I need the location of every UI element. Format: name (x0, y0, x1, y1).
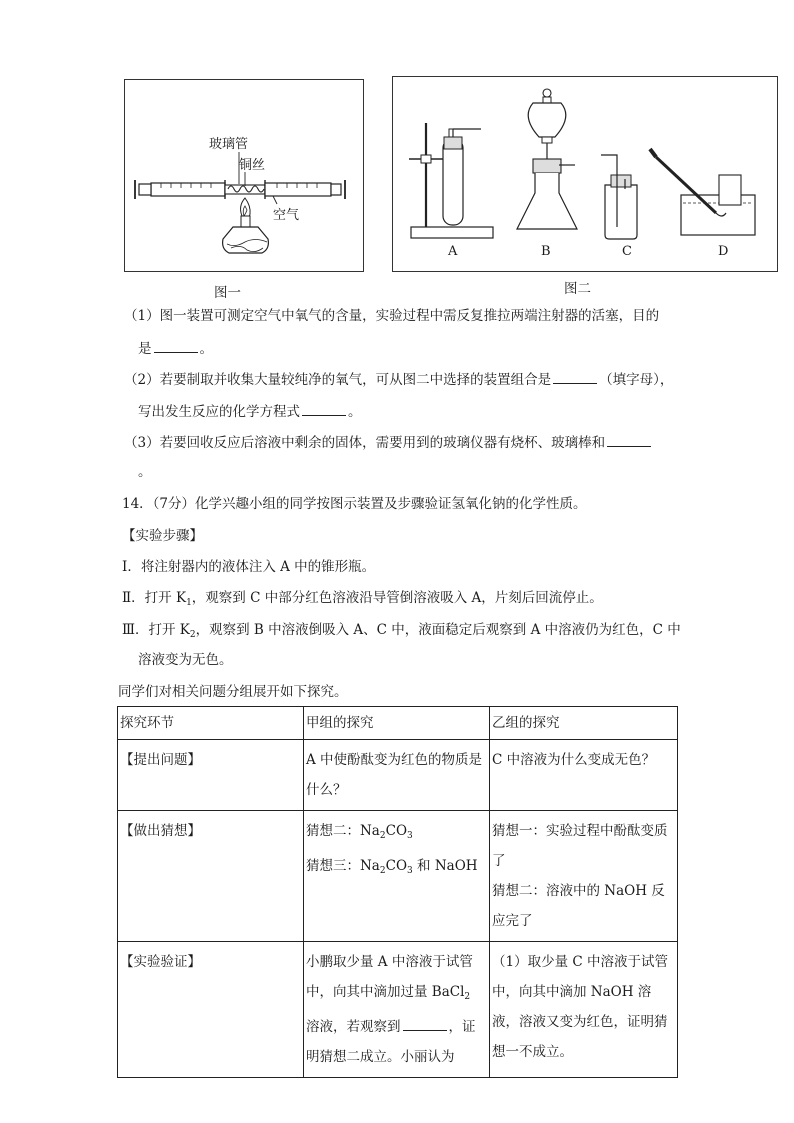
syringe-apparatus-diagram (125, 80, 363, 271)
guess3-mid: CO (385, 858, 408, 874)
q14-step2 (122, 588, 603, 613)
q14-step3-sub: 2 (189, 630, 196, 640)
label-d: D (718, 244, 729, 259)
b-guess1: 猜想一：实验过程中酚酞变质了 (492, 823, 668, 869)
answer-blank[interactable] (553, 369, 597, 384)
guess3-sub: 2 (379, 866, 386, 876)
q13-part2-line2-text: 写出发生反应的化学方程式 (138, 404, 300, 420)
row3-stage: 【实验验证】 (118, 942, 304, 1078)
q13-part1-line2-text: 是 (138, 341, 152, 357)
guess3-sub2: 3 (407, 866, 413, 876)
guess3 (306, 851, 487, 886)
label-b: B (541, 244, 551, 259)
q14-steps-title: 【实验步骤】 (122, 528, 203, 544)
q13-part2-line1 (124, 369, 673, 390)
label-glass-tube: 玻璃管 (209, 137, 249, 152)
q14-intro: 14．（7分）化学兴趣小组的同学按图示装置及步骤验证氢氧化钠的化学性质。 (122, 496, 587, 512)
answer-blank[interactable] (607, 432, 651, 447)
row3-group-a (304, 942, 490, 1078)
q13-part2-line1-post: （填字母）， (599, 372, 674, 388)
guess2-post: CO (385, 823, 408, 839)
row1-group-a: A 中使酚酞变为红色的物质是什么？ (304, 740, 490, 811)
table-row (118, 942, 678, 1078)
q13-part2-line2 (138, 401, 362, 422)
q13-part3-line1-text: （3）若要回收反应后溶液中剩余的固体，需要用到的玻璃仪器有烧杯、玻璃棒和 (124, 435, 606, 451)
guess2 (306, 816, 487, 851)
q14-step3-post: ，观察到 B 中溶液倒吸入 A、C 中，液面稳定后观察到 A 中溶液仍为红色，C 中 (195, 622, 681, 638)
q14-step2-post: ，观察到 C 中部分红色溶液沿导管倒溶液吸入 A，片刻后回流停止。 (191, 590, 603, 606)
answer-blank[interactable] (154, 338, 198, 353)
b-guess2: 猜想二：溶液中的 NaOH 反应完了 (492, 883, 665, 929)
figure-2-frame (392, 76, 778, 272)
header-group-a: 甲组的探究 (304, 707, 490, 740)
guess2-pre: 猜想二：Na (306, 823, 380, 839)
gas-apparatus-diagram (393, 77, 777, 271)
figure-1-caption: 图一 (214, 285, 241, 301)
q13-part1-line2 (138, 338, 213, 359)
q13-part2-line1-pre: （2）若要制取并收集大量较纯净的氧气，可从图二中选择的装置组合是 (124, 372, 552, 388)
row1-group-b: C 中溶液为什么变成无色？ (490, 740, 678, 811)
figure-1-frame (124, 79, 364, 272)
label-a: A (448, 244, 458, 259)
q14-step2-sub: 1 (186, 598, 192, 608)
row3-a-sub: 2 (464, 992, 471, 1002)
answer-blank[interactable] (302, 401, 346, 416)
q14-step2-pre: Ⅱ．打开 K (122, 590, 187, 606)
q13-part3-line1 (124, 432, 653, 453)
q14-step3-line2: 溶液变为无色。 (138, 652, 233, 668)
header-stage: 探究环节 (118, 707, 304, 740)
row3-a-pre: 小鹏取少量 A 中溶液于试管中，向其中滴加过量 BaCl (306, 954, 473, 1000)
answer-blank[interactable] (403, 1016, 447, 1031)
q14-discussion: 同学们对相关问题分组展开如下探究。 (118, 684, 348, 700)
q13-part1-line1: （1）图一装置可测定空气中氧气的含量，实验过程中需反复推拉两端注射器的活塞，目的 (124, 308, 660, 324)
figure-2-caption: 图二 (564, 281, 591, 297)
guess2-sub2: 3 (407, 831, 413, 841)
table-row (118, 740, 678, 811)
row2-group-b (490, 811, 678, 942)
q14-step1: Ⅰ．将注射器内的液体注入 A 中的锥形瓶。 (122, 559, 376, 575)
q14-step3-pre: Ⅲ．打开 K (122, 622, 190, 638)
q13-part3-tail: 。 (138, 464, 152, 480)
guess3-post: 和 NaOH (412, 858, 478, 874)
q14-step3 (122, 620, 681, 645)
row3-group-b: （1）取少量 C 中溶液于试管中，向其中滴加 NaOH 溶液，溶液又变为红色，证明猜想一不成立。 (490, 942, 678, 1078)
table-header-row (118, 707, 678, 740)
row2-stage: 【做出猜想】 (118, 811, 304, 942)
label-copper-wire: 铜丝 (239, 158, 266, 173)
table-row (118, 811, 678, 942)
guess3-pre: 猜想三：Na (306, 858, 380, 874)
inquiry-table (117, 706, 678, 1078)
row1-stage: 【提出问题】 (118, 740, 304, 811)
row3-a-mid: 溶液，若观察到 (306, 1019, 401, 1035)
label-c: C (622, 244, 632, 259)
row2-group-a (304, 811, 490, 942)
row3-a-post: ，证明猜想二成立。小丽认为 (306, 1019, 476, 1065)
label-air: 空气 (273, 208, 300, 223)
header-group-b: 乙组的探究 (490, 707, 678, 740)
q13-part2-tail: 。 (348, 404, 362, 420)
q13-part1-tail: 。 (199, 341, 213, 357)
guess2-sub: 2 (379, 831, 386, 841)
